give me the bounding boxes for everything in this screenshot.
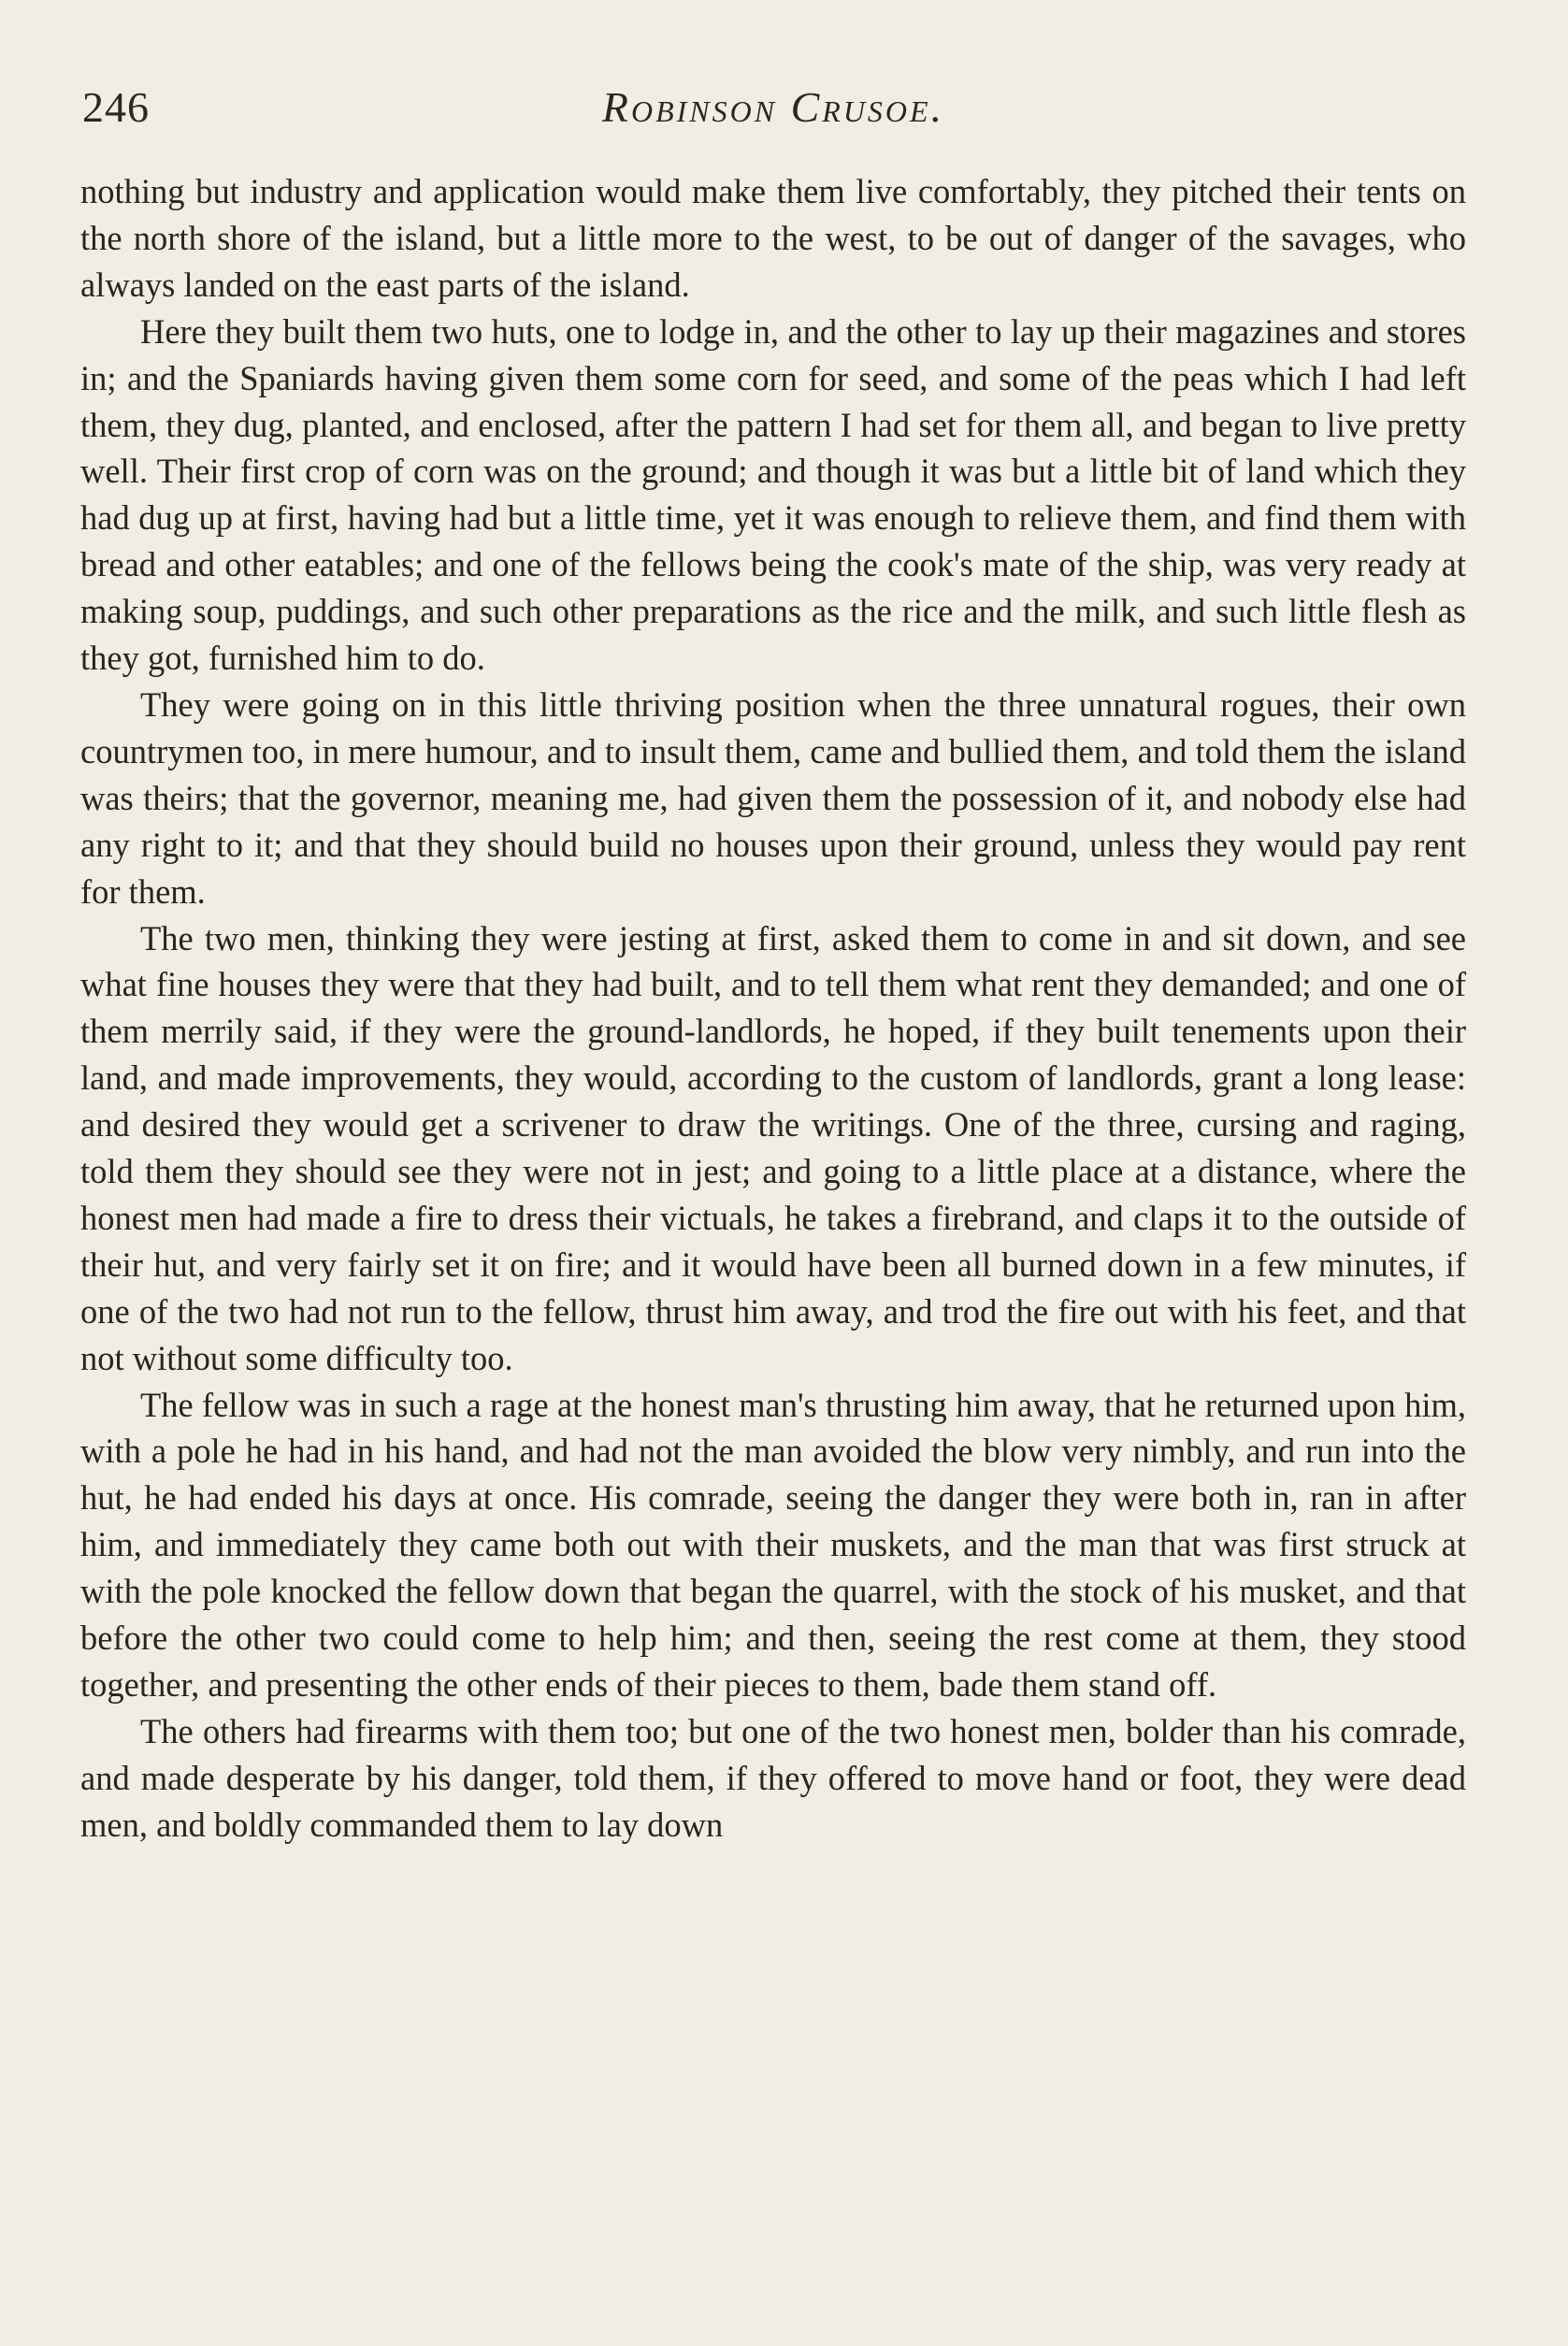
paragraph: They were going on in this little thriving position when the three unnatural rogues, their own countrymen too, in mere humour, and to insult them, came and bullied them, and told them the island was theirs; that the governor, meaning me, had given them the possession of it, and nobody else had any right to it; and that they should build no houses upon their ground, unless they would pay rent for them. [80,684,1466,911]
paragraph: The two men, thinking they were jesting at first, asked them to come in and sit down, and see what fine houses they were that they had built, and to tell them what rent they demanded; and one of them merrily said, if they were the ground-landlords, he hoped, if they built tenements upon their land, and made improvements, they would, according to the custom of landlords, grant a long lease: and desired they would get a scrivener to draw the writings. One of the three, cursing and raging, told them they should see they were not in jest; and going to a little place at a distance, where the honest men had made a fire to dress their victuals, he takes a firebrand, and claps it to the outside of their hut, and very fairly set it on fire; and it would have been all burned down in a few minutes, if one of the two had not run to the fellow, thrust him away, and trod the fire out with his feet, and that not without some difficulty too. [80,918,1466,1377]
paragraph: nothing but industry and application would make them live comfortably, they pitched their tents on the north shore of the island, but a little more to the west, to be out of danger of the savages, who always landed on the east parts of the island. [80,172,1466,304]
running-title: Robinson Crusoe. [601,83,945,131]
text-body [80,168,1466,1849]
paragraph: The fellow was in such a rage at the honest man's thrusting him away, that he returned upon him, with a pole he had in his hand, and had not the man avoided the blow very nimbly, and run into the hut, he had ended his days at once. His comrade, seeing the danger they were both in, ran in after him, and immediately they came both out with their muskets, and the man that was first struck at with the pole knocked the fellow down that began the quarrel, with the stock of his musket, and that before the other two could come to help him; and then, seeing the rest come at them, they stood together, and presenting the other ends of their pieces to them, bade them stand off. [80,1385,1466,1704]
running-head [82,73,1464,148]
page-number: 246 [82,83,150,131]
paragraph: The others had firearms with them too; but one of the two honest men, bolder than his comrade, and made desperate by his danger, told them, if they offered to move hand or foot, they were dead men, and boldly commanded them to lay down [80,1711,1466,1844]
paragraph: Here they built them two huts, one to lodge in, and the other to lay up their magazines and stores in; and the Spaniards having given them some corn for seed, and some of the peas which I had left them, they dug, planted, and enclosed, after the pattern I had set for them all, and began to live pretty well. Their first crop of corn was on the ground; and though it was but a little bit of land which they had dug up at first, having had but a little time, yet it was enough to relieve them, and find them with bread and other eatables; and one of the fellows being the cook's mate of the ship, was very ready at making soup, puddings, and such other preparations as the rice and the milk, and such little flesh as they got, furnished him to do. [80,311,1466,678]
